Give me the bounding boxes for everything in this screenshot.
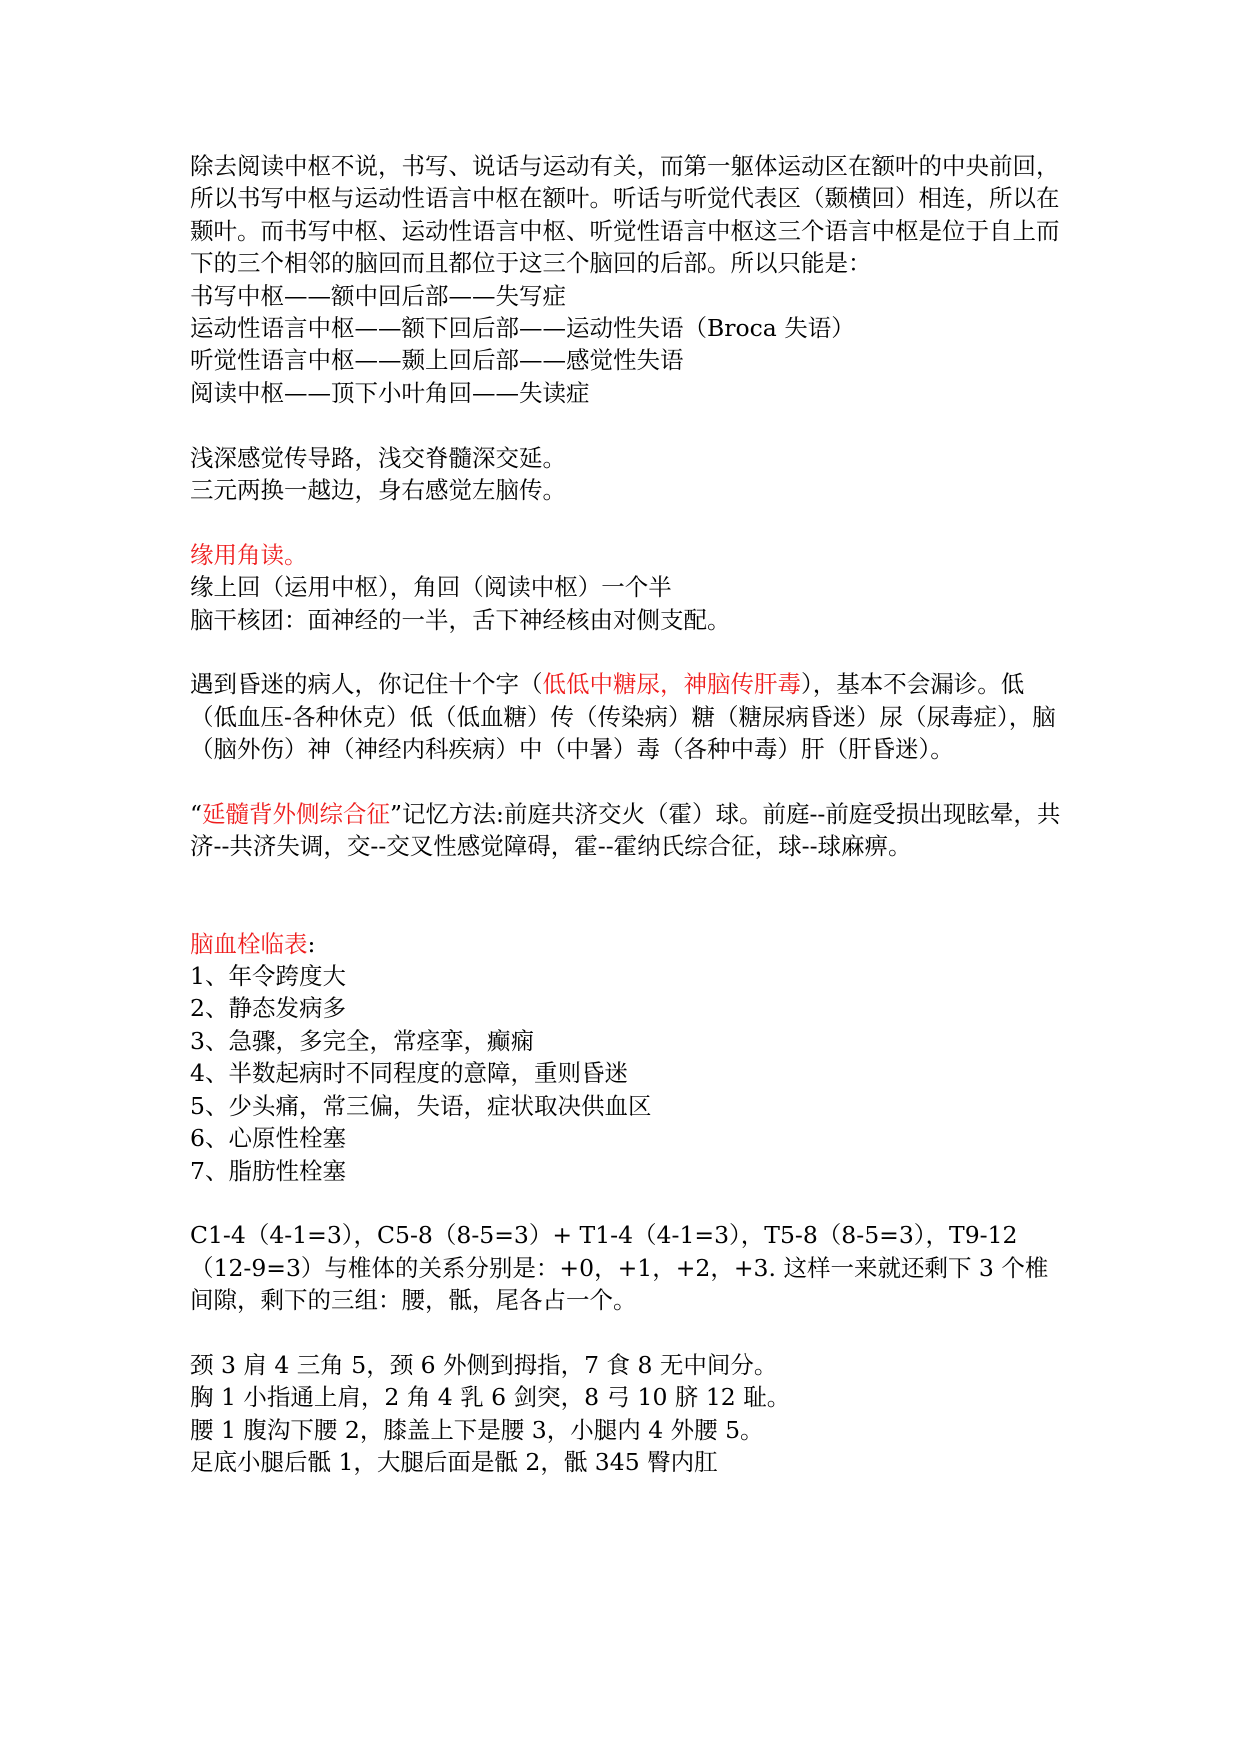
language-center-line: 运动性语言中枢——额下回后部——运动性失语（Broca 失语） [190,314,855,343]
thrombosis-heading-red: 脑血栓临表 [190,929,308,958]
coma-mnemonic-suffix: ），基本不会漏诊。 [801,670,1001,699]
thrombosis-list-item: 3、急骤，多完全，常痉挛，癫痫 [190,1026,534,1055]
spacer [190,1317,1070,1349]
coma-mnemonic-highlight: 低低中糖尿，神脑传肝毒 [542,670,801,699]
spacer [190,409,1070,441]
medulla-syndrome-paragraph [190,798,1070,863]
language-center-line: 书写中枢——额中回后部——失写症 [190,281,566,310]
thrombosis-list-item: 5、少头痛，常三偏，失语，症状取决供血区 [190,1091,652,1120]
spacer [190,1187,1070,1219]
thrombosis-list-item: 6、心原性栓塞 [190,1124,346,1153]
medulla-syndrome-highlight: 延髓背外侧综合征 [202,800,391,829]
language-center-line: 听觉性语言中枢——颞上回后部——感觉性失语 [190,346,684,375]
dermatome-mnemonic-line: 颈 3 肩 4 三角 5，颈 6 外侧到拇指，7 食 8 无中间分。 [190,1350,778,1379]
section-heading-red: 缘用角读。 [190,540,308,569]
dermatome-mnemonic-line: 胸 1 小指通上肩，2 角 4 乳 6 剑突，8 弓 10 脐 12 耻。 [190,1383,791,1412]
dermatome-mnemonic-line: 腰 1 腹沟下腰 2，膝盖上下是腰 3，小腿内 4 外腰 5。 [190,1415,764,1444]
document-page [190,150,1070,1479]
coma-mnemonic-paragraph [190,668,1070,765]
spacer [190,636,1070,668]
thrombosis-list-item: 4、半数起病时不同程度的意障，重则昏迷 [190,1059,628,1088]
spacer [190,863,1070,928]
sensory-pathway-mnemonic-line: 三元两换一越边，身右感觉左脑传。 [190,476,566,505]
thrombosis-list-item: 2、静态发病多 [190,994,346,1023]
language-centers-intro: 除去阅读中枢不说，书写、说话与运动有关，而第一躯体运动区在额叶的中央前回，所以书写中枢与运动性语言中枢在额叶。听话与听觉代表区（颞横回）相连，所以在颞叶。而书写中枢、运动性语言中枢、听觉性语言中枢这三个语言中枢是位于自上而下的三个相邻的脑回而且都位于这三个脑回的后部。所以只能是： [190,152,1060,278]
thrombosis-list-item: 7、脂肪性栓塞 [190,1156,346,1185]
gyrus-note-line: 缘上回（运用中枢），角回（阅读中枢）一个半 [190,573,672,602]
spacer [190,766,1070,798]
medulla-syndrome-text: ”记忆方法:前庭共济交火（霍）球。前庭--前庭受损出现眩晕，共济--共济失调，交--交叉性感觉障碍，霍--霍纳氏综合征，球--球麻痹。 [190,800,1061,861]
language-center-line: 阅读中枢——顶下小叶角回——失读症 [190,378,590,407]
vertebra-segment-paragraph: C1-4（4-1=3），C5-8（8-5=3）+ T1-4（4-1=3），T5-8（8-5=3），T9-12（12-9=3）与椎体的关系分别是：+0，+1，+2，+3. 这样一来就还剩下 3 个椎间隙，剩下的三组：腰，骶，尾各占一个。 [190,1221,1049,1315]
thrombosis-heading [190,928,1070,960]
thrombosis-heading-colon: : [307,929,316,958]
quote-open: “ [190,800,203,829]
thrombosis-list-item: 1、年令跨度大 [190,962,346,991]
sensory-pathway-mnemonic-line: 浅深感觉传导路，浅交脊髓深交延。 [190,443,566,472]
spacer [190,506,1070,538]
gyrus-note-line: 脑干核团：面神经的一半，舌下神经核由对侧支配。 [190,605,731,634]
coma-mnemonic-prefix: 遇到昏迷的病人，你记住十个字（ [190,670,543,699]
coma-mnemonic-body: 低（低血压-各种休克）低（低血糖）传（传染病）糖（糖尿病昏迷）尿（尿毒症），脑（脑外伤）神（神经内科疾病）中（中暑）毒（各种中毒）肝（肝昏迷）。 [190,670,1056,764]
dermatome-mnemonic-line: 足底小腿后骶 1，大腿后面是骶 2，骶 345 臀内肛 [190,1448,718,1477]
